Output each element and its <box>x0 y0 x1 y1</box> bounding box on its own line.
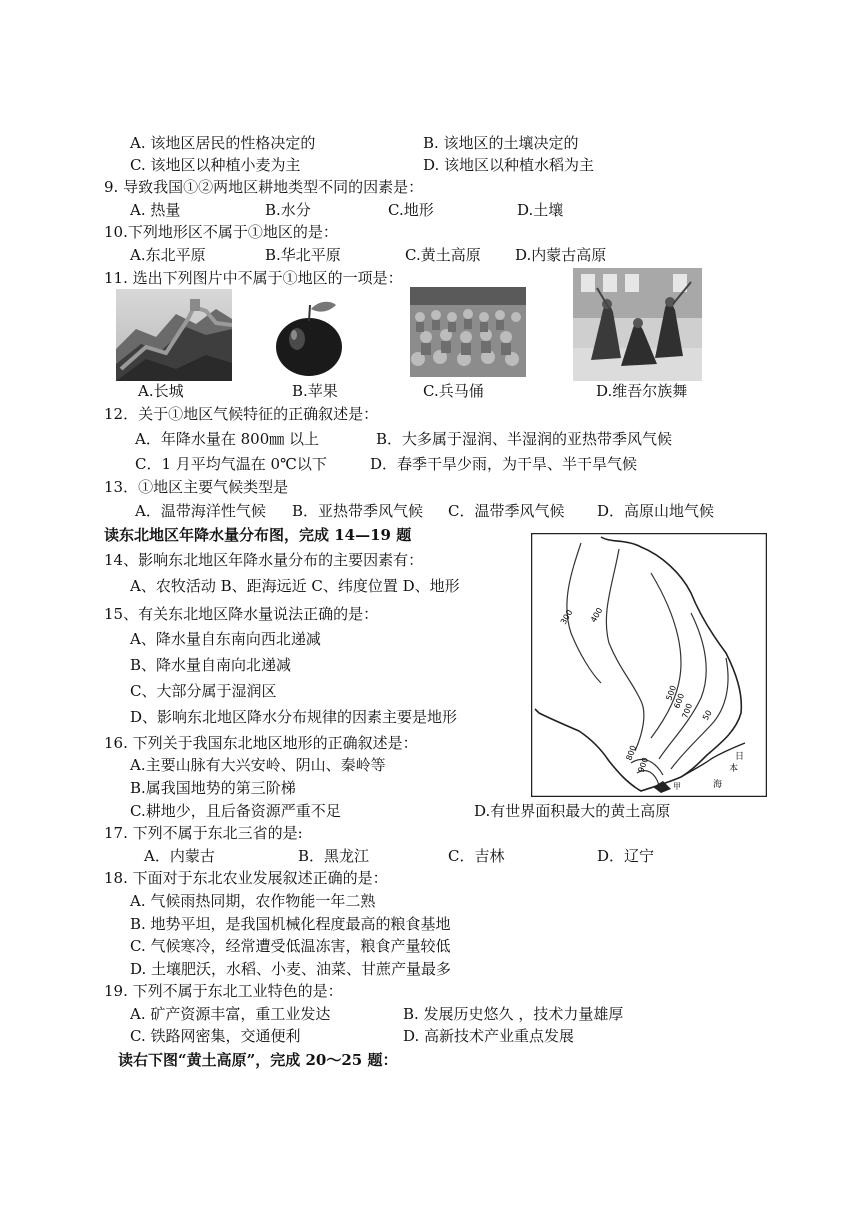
q12-option-d: D．春季干旱少雨，为干旱、半干旱气候 <box>370 455 638 473</box>
q17-option-a: A．内蒙古 <box>144 847 215 865</box>
q13-option-a: A．温带海洋性气候 <box>135 502 266 520</box>
q9-option-b: B.水分 <box>265 201 311 219</box>
q15-option-b: B、降水量自南向北递减 <box>130 656 292 674</box>
q15-option-c: C、大部分属于湿润区 <box>130 682 277 700</box>
q14-options: A、农牧活动 B、距海远近 C、纬度位置 D、地形 <box>130 577 460 595</box>
q17-option-c: C．吉林 <box>448 847 505 865</box>
q9-option-d: D.土壤 <box>517 201 564 219</box>
isohyet-label-900: 900 <box>636 756 651 774</box>
map-label-jia: 甲 <box>673 782 681 791</box>
photo-a-caption: A.长城 <box>138 382 184 400</box>
great-wall-photo <box>116 289 232 381</box>
q13-option-d: D．高原山地气候 <box>597 502 715 520</box>
map-label-hai: 海 <box>713 780 723 790</box>
q19-stem: 19. 下列不属于东北工业特色的是： <box>104 982 343 1000</box>
q16-option-c: C.耕地少，且后备资源严重不足 <box>130 802 341 820</box>
q17-stem: 17. 下列不属于东北三省的是: <box>104 824 303 842</box>
q9-option-a: A. 热量 <box>130 201 181 219</box>
q16-option-a: A.主要山脉有大兴安岭、阴山、秦岭等 <box>130 756 386 774</box>
photo-b-caption: B.苹果 <box>292 382 338 400</box>
q18-option-d: D. 土壤肥沃，水稻、小麦、油菜、甘蔗产量最多 <box>130 960 452 978</box>
q10-option-b: B.华北平原 <box>265 246 341 264</box>
q13-stem: 13．①地区主要气候类型是 <box>104 478 289 496</box>
q12-option-c: C．1 月平均气温在 0℃以下 <box>135 455 327 473</box>
isohyet-label-600: 600 <box>672 692 687 710</box>
isohyet-label-50: 50 <box>700 708 714 722</box>
q15-option-d: D、影响东北地区降水分布规律的因素主要是地形 <box>130 708 458 726</box>
q18-option-b: B. 地势平坦，是我国机械化程度最高的粮食基地 <box>130 915 451 933</box>
apple-photo <box>272 297 346 377</box>
q16-option-b: B.属我国地势的第三阶梯 <box>130 779 296 797</box>
q11-stem: 11. 选出下列图片中不属于①地区的一项是： <box>104 269 403 287</box>
isohyet-label-400: 400 <box>588 606 605 624</box>
q18-option-c: C. 气候寒冷，经常遭受低温冻害，粮食产量较低 <box>130 937 451 955</box>
q17-option-b: B．黑龙江 <box>298 847 370 865</box>
terracotta-warriors-photo <box>410 287 526 377</box>
q14-stem: 14、影响东北地区年降水量分布的主要因素有： <box>104 551 424 569</box>
q19-option-b: B. 发展历史悠久 ，技术力量雄厚 <box>403 1005 624 1023</box>
isohyet-label-500: 500 <box>664 684 679 702</box>
q16-stem: 16. 下列关于我国东北地区地形的正确叙述是： <box>104 734 418 752</box>
q12-stem: 12．关于①地区气候特征的正确叙述是： <box>104 405 379 423</box>
q13-option-b: B．亚热带季风气候 <box>292 502 424 520</box>
photo-c-caption: C.兵马俑 <box>423 382 484 400</box>
q10-option-d: D.内蒙古高原 <box>515 246 607 264</box>
q8-option-b: B. 该地区的土壤决定的 <box>423 134 579 152</box>
northeast-precipitation-map <box>531 533 767 797</box>
isohyet-label-700: 700 <box>680 702 695 720</box>
q13-option-c: C．温带季风气候 <box>448 502 565 520</box>
q16-option-d: D.有世界面积最大的黄土高原 <box>474 802 671 820</box>
q19-option-c: C. 铁路网密集，交通便利 <box>130 1027 301 1045</box>
q18-stem: 18. 下面对于东北农业发展叙述正确的是： <box>104 869 388 887</box>
q8-option-d: D. 该地区以种植水稻为主 <box>423 156 595 174</box>
q17-option-d: D．辽宁 <box>597 847 655 865</box>
q15-option-a: A、降水量自东南向西北递减 <box>130 630 321 648</box>
isohyet-label-800: 800 <box>624 744 639 762</box>
q8-option-c: C. 该地区以种植小麦为主 <box>130 156 301 174</box>
map-label-ri: 日 <box>735 752 745 762</box>
q10-option-a: A.东北平原 <box>130 246 206 264</box>
photo-d-caption: D.维吾尔族舞 <box>596 382 688 400</box>
isohyet-label-300: 300 <box>558 608 575 626</box>
q15-stem: 15、有关东北地区降水量说法正确的是： <box>104 605 379 623</box>
q19-option-d: D. 高新技术产业重点发展 <box>403 1027 575 1045</box>
map-label-ben: 本 <box>729 764 739 774</box>
q9-stem: 9. 导致我国①②两地区耕地类型不同的因素是： <box>104 178 424 196</box>
q12-option-b: B．大多属于湿润、半湿润的亚热带季风气候 <box>376 430 673 448</box>
uyghur-dance-photo <box>573 268 702 381</box>
section-heading-20-25: 读右下图“黄土高原”，完成 20～25 题： <box>118 1051 398 1069</box>
q18-option-a: A. 气候雨热同期，农作物能一年二熟 <box>130 892 376 910</box>
q9-option-c: C.地形 <box>388 201 434 219</box>
q10-option-c: C.黄土高原 <box>405 246 481 264</box>
section-heading-14-19: 读东北地区年降水量分布图，完成 14—19 题 <box>104 526 412 544</box>
q12-option-a: A．年降水量在 800㎜ 以上 <box>135 430 319 448</box>
q8-option-a: A. 该地区居民的性格决定的 <box>130 134 316 152</box>
q10-stem: 10.下列地形区不属于①地区的是： <box>104 223 338 241</box>
q19-option-a: A. 矿产资源丰富，重工业发达 <box>130 1005 331 1023</box>
